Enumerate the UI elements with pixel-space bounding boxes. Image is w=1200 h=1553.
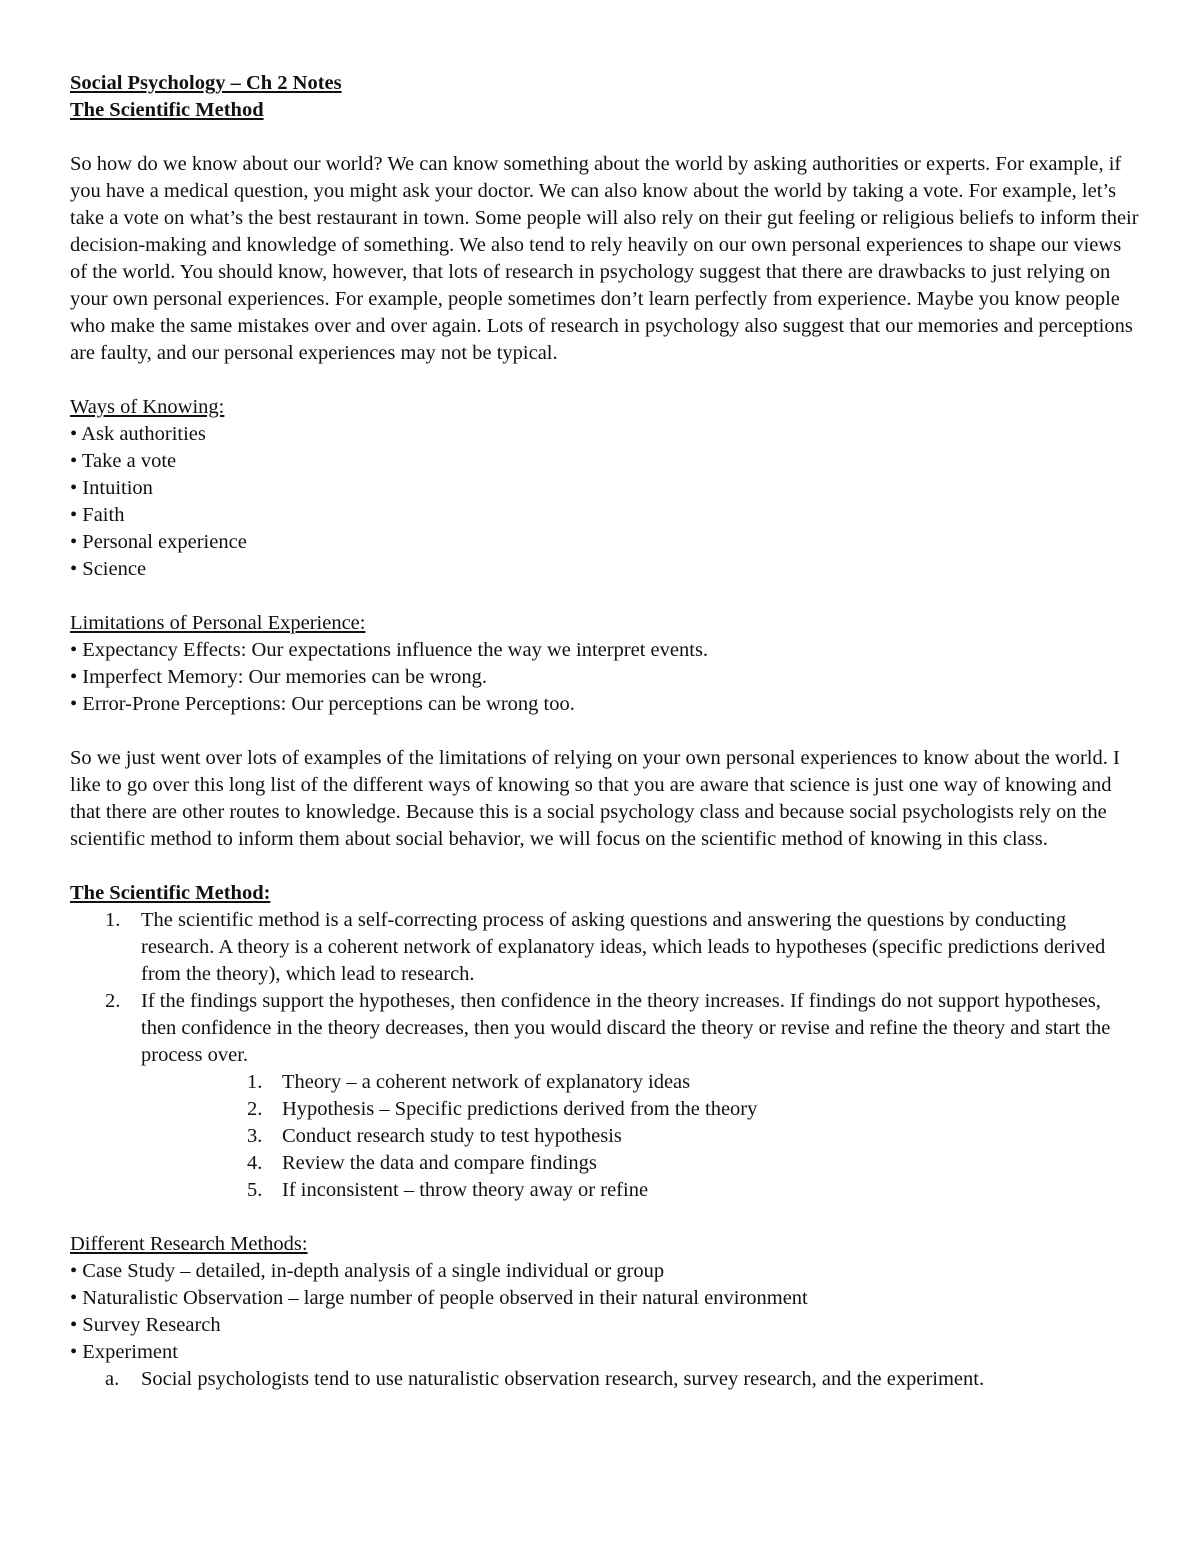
list-item: • Take a vote — [70, 450, 177, 472]
list-item-text: If the findings support the hypotheses, then confidence in the theory increases. If findings do not support hypotheses, then confidence in the theory decreases, then you would discard the theory or revise and refine the theory and start the process over. — [141, 990, 1111, 1066]
list-number: 1. — [247, 1071, 263, 1093]
list-item: • Imperfect Memory: Our memories can be wrong. — [70, 666, 488, 688]
research-methods-section — [70, 1231, 1140, 1393]
list-item — [70, 1069, 1140, 1096]
limitations-section — [70, 610, 1140, 718]
document-subtitle: The Scientific Method — [70, 99, 264, 121]
research-methods-heading: Different Research Methods: — [70, 1233, 308, 1255]
scientific-method-section — [70, 880, 1140, 1204]
list-item — [70, 988, 1140, 1069]
list-item-text: Review the data and compare findings — [282, 1152, 597, 1174]
summary-paragraph: So we just went over lots of examples of the limitations of relying on your own personal experiences to know about the world. I like to go over this long list of the different ways of knowing so that you are aware that science is just one way of knowing and that there are other routes to knowledge. Because this is a social psychology class and because social psychologists rely on the scientific method to inform them about social behavior, we will focus on the scientific method of knowing in this class. — [70, 747, 1120, 850]
list-item: • Survey Research — [70, 1314, 221, 1336]
list-item — [70, 1123, 1140, 1150]
list-item: • Ask authorities — [70, 423, 206, 445]
list-number: 2. — [247, 1098, 263, 1120]
list-item-text: Conduct research study to test hypothesis — [282, 1125, 622, 1147]
list-number: 5. — [247, 1179, 263, 1201]
list-item: • Case Study – detailed, in-depth analysis of a single individual or group — [70, 1260, 665, 1282]
list-item — [70, 1096, 1140, 1123]
list-number: 3. — [247, 1125, 263, 1147]
list-item — [70, 1366, 1140, 1393]
list-item: • Personal experience — [70, 531, 247, 553]
list-letter: a. — [105, 1368, 120, 1390]
list-item-text: Hypothesis – Specific predictions derived from the theory — [282, 1098, 758, 1120]
list-number: 4. — [247, 1152, 263, 1174]
list-number: 2. — [105, 990, 121, 1012]
list-item — [70, 907, 1140, 988]
list-item-text: The scientific method is a self-correcting process of asking questions and answering the questions by conducting research. A theory is a coherent network of explanatory ideas, which leads to hypotheses (specific predictions derived from the theory), which lead to research. — [141, 909, 1106, 985]
list-item: • Science — [70, 558, 147, 580]
document-title: Social Psychology – Ch 2 Notes — [70, 72, 342, 94]
list-item-text: If inconsistent – throw theory away or refine — [282, 1179, 649, 1201]
list-item — [70, 1177, 1140, 1204]
scientific-method-heading: The Scientific Method: — [70, 882, 271, 904]
intro-paragraph: So how do we know about our world? We can know something about the world by asking authorities or experts. For example, if you have a medical question, you might ask your doctor. We can also know about the world by taking a vote. For example, let’s take a vote on what’s the best restaurant in town. Some people will also rely on their gut feeling or religious beliefs to inform their decision-making and knowledge of something. We also tend to rely heavily on our own personal experiences to shape our views of the world. You should know, however, that lots of research in psychology suggest that there are drawbacks to just relying on your own personal experiences. For example, people sometimes don’t learn perfectly from experience. Maybe you know people who make the same mistakes over and over again. Lots of research in psychology also suggest that our memories and perceptions are faulty, and our personal experiences may not be typical. — [70, 153, 1139, 364]
scientific-method-steps — [70, 1069, 1140, 1204]
research-methods-subitems — [70, 1366, 1140, 1393]
list-item: • Experiment — [70, 1341, 178, 1363]
list-item: • Naturalistic Observation – large number of people observed in their natural environment — [70, 1287, 808, 1309]
list-item: • Intuition — [70, 477, 153, 499]
list-item-text: Theory – a coherent network of explanatory ideas — [282, 1071, 691, 1093]
list-item — [70, 1150, 1140, 1177]
ways-of-knowing-section — [70, 394, 1140, 583]
ways-of-knowing-heading: Ways of Knowing: — [70, 396, 225, 418]
list-number: 1. — [105, 909, 121, 931]
list-item: • Expectancy Effects: Our expectations influence the way we interpret events. — [70, 639, 709, 661]
document-page — [70, 70, 1140, 1393]
list-item-text: Social psychologists tend to use naturalistic observation research, survey research, and the experiment. — [141, 1368, 985, 1390]
scientific-method-points — [70, 907, 1140, 1069]
list-item: • Error-Prone Perceptions: Our perceptions can be wrong too. — [70, 693, 575, 715]
limitations-heading: Limitations of Personal Experience: — [70, 612, 366, 634]
list-item: • Faith — [70, 504, 125, 526]
